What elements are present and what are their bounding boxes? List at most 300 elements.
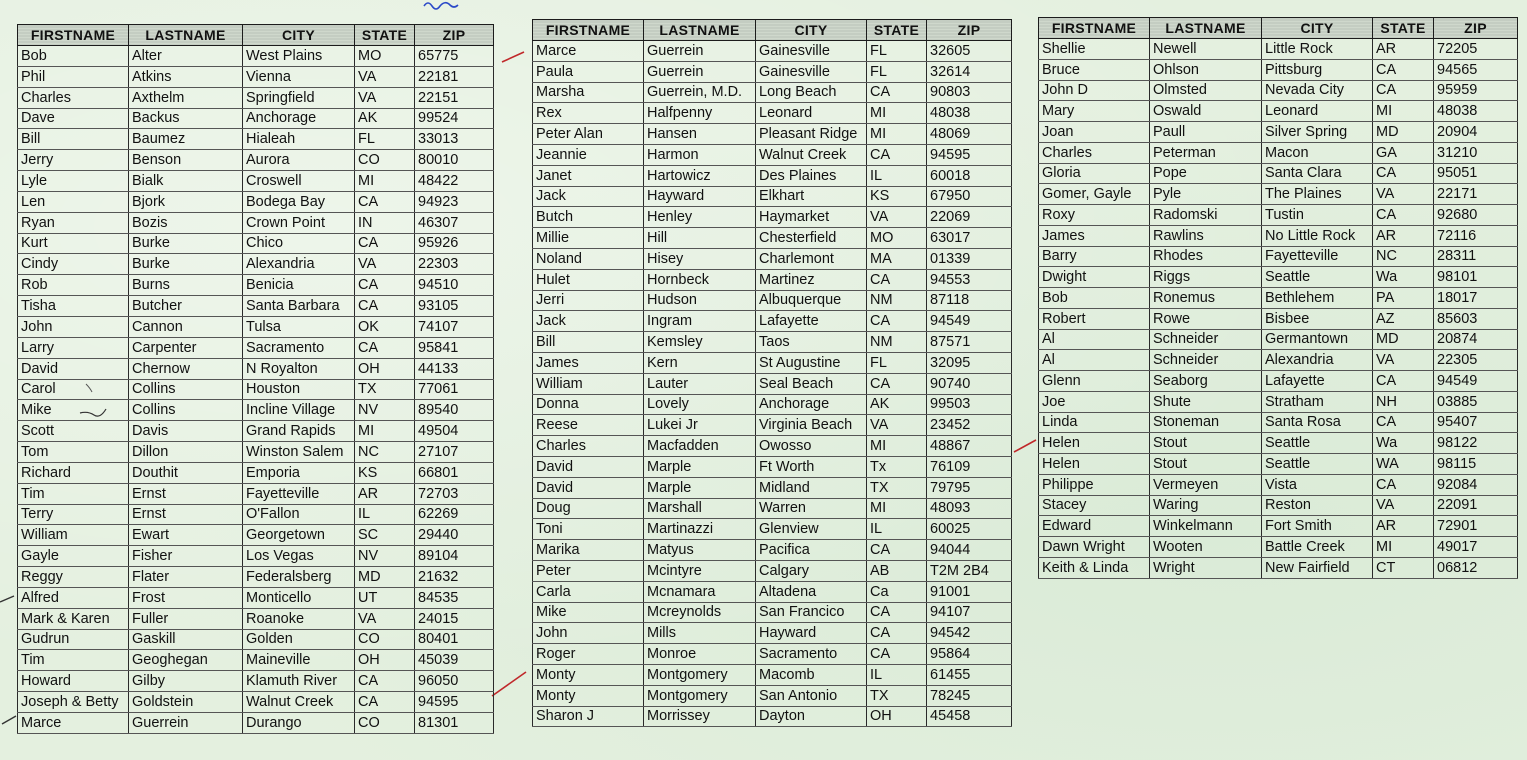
table-row (18, 546, 494, 567)
firstname-cell: Butch (533, 207, 644, 228)
table-row (1039, 308, 1518, 329)
city-cell: Silver Spring (1262, 122, 1373, 143)
table-row (533, 352, 1012, 373)
firstname-cell: Alfred (18, 587, 129, 608)
lastname-cell: Bozis (129, 212, 243, 233)
table-row (18, 191, 494, 212)
zip-cell: 49504 (415, 421, 494, 442)
city-cell: Gainesville (756, 41, 867, 62)
table-row (1039, 557, 1518, 578)
state-cell: MD (1373, 329, 1434, 350)
state-cell: MA (867, 248, 927, 269)
zip-cell: 77061 (415, 379, 494, 400)
zip-cell: 06812 (1434, 557, 1518, 578)
city-cell: Seattle (1262, 454, 1373, 475)
city-cell: Gainesville (756, 61, 867, 82)
table-row (1039, 184, 1518, 205)
firstname-cell: David (533, 477, 644, 498)
firstname-cell: Bill (18, 129, 129, 150)
firstname-cell: Keith & Linda (1039, 557, 1150, 578)
state-cell: AR (1373, 225, 1434, 246)
state-cell: NM (867, 290, 927, 311)
zip-cell: 87118 (927, 290, 1012, 311)
zip-cell: 90740 (927, 373, 1012, 394)
firstname-cell: Reggy (18, 567, 129, 588)
state-cell: CO (355, 629, 415, 650)
table-header-row (18, 25, 494, 46)
zip-cell: 29440 (415, 525, 494, 546)
lastname-cell: Guerrein (644, 41, 756, 62)
state-cell: UT (355, 587, 415, 608)
firstname-cell: Mark & Karen (18, 608, 129, 629)
zip-cell: 46307 (415, 212, 494, 233)
lastname-cell: Burns (129, 275, 243, 296)
table-row (1039, 142, 1518, 163)
state-cell: IL (355, 504, 415, 525)
zip-cell: 24015 (415, 608, 494, 629)
state-cell: OH (867, 706, 927, 727)
city-cell: Sacramento (243, 337, 355, 358)
table-row (533, 269, 1012, 290)
lastname-cell: Marshall (644, 498, 756, 519)
header-state: STATE (355, 25, 415, 46)
firstname-cell: Reese (533, 415, 644, 436)
lastname-cell: Montgomery (644, 685, 756, 706)
table-row (18, 442, 494, 463)
lastname-cell: Frost (129, 587, 243, 608)
lastname-cell: Marple (644, 477, 756, 498)
state-cell: CA (867, 82, 927, 103)
state-cell: VA (355, 87, 415, 108)
city-cell: Leonard (1262, 101, 1373, 122)
firstname-cell: Mike (18, 400, 129, 421)
lastname-cell: Pyle (1150, 184, 1262, 205)
zip-cell: 91001 (927, 581, 1012, 602)
city-cell: Durango (243, 713, 355, 734)
state-cell: MI (867, 124, 927, 145)
lastname-cell: Radomski (1150, 205, 1262, 226)
table-row (18, 46, 494, 67)
state-cell: MI (355, 171, 415, 192)
zip-cell: 94107 (927, 602, 1012, 623)
zip-cell: 94549 (1434, 371, 1518, 392)
lastname-cell: Chernow (129, 358, 243, 379)
zip-cell: 94565 (1434, 59, 1518, 80)
lastname-cell: Fisher (129, 546, 243, 567)
lastname-cell: Geoghegan (129, 650, 243, 671)
city-cell: Alexandria (243, 254, 355, 275)
firstname-cell: Jeannie (533, 144, 644, 165)
city-cell: Anchorage (756, 394, 867, 415)
firstname-cell: Gudrun (18, 629, 129, 650)
lastname-cell: Cannon (129, 316, 243, 337)
state-cell: PA (1373, 288, 1434, 309)
city-cell: Emporia (243, 462, 355, 483)
city-cell: Seattle (1262, 267, 1373, 288)
state-cell: CA (867, 540, 927, 561)
lastname-cell: Ernst (129, 504, 243, 525)
firstname-cell: Jerri (533, 290, 644, 311)
firstname-cell: Marika (533, 540, 644, 561)
city-cell: Walnut Creek (756, 144, 867, 165)
state-cell: SC (355, 525, 415, 546)
lastname-cell: Rawlins (1150, 225, 1262, 246)
firstname-cell: Stacey (1039, 495, 1150, 516)
zip-cell: 61455 (927, 664, 1012, 685)
state-cell: WA (1373, 454, 1434, 475)
state-cell: MD (355, 567, 415, 588)
firstname-cell: Hulet (533, 269, 644, 290)
firstname-cell: Barry (1039, 246, 1150, 267)
table-row (1039, 80, 1518, 101)
table-row (533, 290, 1012, 311)
table-row (533, 103, 1012, 124)
city-cell: No Little Rock (1262, 225, 1373, 246)
state-cell: VA (1373, 495, 1434, 516)
lastname-cell: Hill (644, 228, 756, 249)
table-row (533, 644, 1012, 665)
lastname-cell: Lukei Jr (644, 415, 756, 436)
state-cell: NH (1373, 391, 1434, 412)
firstname-cell: Monty (533, 664, 644, 685)
table-row (18, 212, 494, 233)
lastname-cell: Monroe (644, 644, 756, 665)
table-row (533, 602, 1012, 623)
zip-cell: 76109 (927, 456, 1012, 477)
table-row (18, 421, 494, 442)
city-cell: Macon (1262, 142, 1373, 163)
lastname-cell: Guerrein (129, 713, 243, 734)
state-cell: AR (355, 483, 415, 504)
firstname-cell: Jack (533, 186, 644, 207)
lastname-cell: Matyus (644, 540, 756, 561)
zip-cell: 94553 (927, 269, 1012, 290)
city-cell: Aurora (243, 150, 355, 171)
city-cell: Seal Beach (756, 373, 867, 394)
firstname-cell: Millie (533, 228, 644, 249)
city-cell: Santa Barbara (243, 296, 355, 317)
state-cell: Wa (1373, 267, 1434, 288)
firstname-cell: Ryan (18, 212, 129, 233)
state-cell: NV (355, 400, 415, 421)
table-row (1039, 101, 1518, 122)
lastname-cell: Kern (644, 352, 756, 373)
city-cell: New Fairfield (1262, 557, 1373, 578)
state-cell: KS (355, 462, 415, 483)
firstname-cell: Monty (533, 685, 644, 706)
firstname-cell: Marsha (533, 82, 644, 103)
zip-cell: 49017 (1434, 537, 1518, 558)
firstname-cell: Peter Alan (533, 124, 644, 145)
zip-cell: 72205 (1434, 39, 1518, 60)
state-cell: MI (1373, 101, 1434, 122)
firstname-cell: Charles (18, 87, 129, 108)
state-cell: CA (867, 644, 927, 665)
firstname-cell: Noland (533, 248, 644, 269)
city-cell: Incline Village (243, 400, 355, 421)
table-row (18, 462, 494, 483)
table-row (18, 379, 494, 400)
city-cell: The Plaines (1262, 184, 1373, 205)
zip-cell: 60025 (927, 519, 1012, 540)
firstname-cell: Donna (533, 394, 644, 415)
table-row (533, 82, 1012, 103)
lastname-cell: Schneider (1150, 350, 1262, 371)
city-cell: Vista (1262, 474, 1373, 495)
firstname-cell: Kurt (18, 233, 129, 254)
state-cell: AK (355, 108, 415, 129)
table-header-row (1039, 18, 1518, 39)
zip-cell: 95841 (415, 337, 494, 358)
city-cell: Federalsberg (243, 567, 355, 588)
state-cell: CA (1373, 371, 1434, 392)
lastname-cell: Ohlson (1150, 59, 1262, 80)
zip-cell: 92084 (1434, 474, 1518, 495)
header-zip: ZIP (927, 20, 1012, 41)
city-cell: Lafayette (1262, 371, 1373, 392)
zip-cell: 32605 (927, 41, 1012, 62)
firstname-cell: Robert (1039, 308, 1150, 329)
state-cell: TX (867, 477, 927, 498)
state-cell: CA (355, 337, 415, 358)
lastname-cell: Backus (129, 108, 243, 129)
table-row (1039, 39, 1518, 60)
zip-cell: 31210 (1434, 142, 1518, 163)
zip-cell: 94595 (415, 692, 494, 713)
city-cell: Little Rock (1262, 39, 1373, 60)
firstname-cell: Tim (18, 483, 129, 504)
city-cell: Georgetown (243, 525, 355, 546)
lastname-cell: Collins (129, 400, 243, 421)
header-state: STATE (867, 20, 927, 41)
table-row (18, 567, 494, 588)
lastname-cell: Mcreynolds (644, 602, 756, 623)
header-lastname: LASTNAME (644, 20, 756, 41)
lastname-cell: Hisey (644, 248, 756, 269)
state-cell: FL (867, 41, 927, 62)
firstname-cell: Toni (533, 519, 644, 540)
city-cell: Calgary (756, 560, 867, 581)
lastname-cell: Morrissey (644, 706, 756, 727)
state-cell: OK (355, 316, 415, 337)
firstname-cell: Marce (18, 713, 129, 734)
zip-cell: 45039 (415, 650, 494, 671)
table-row (533, 144, 1012, 165)
state-cell: VA (355, 254, 415, 275)
state-cell: CT (1373, 557, 1434, 578)
firstname-cell: Dawn Wright (1039, 537, 1150, 558)
city-cell: Santa Clara (1262, 163, 1373, 184)
city-cell: Hayward (756, 623, 867, 644)
lastname-cell: Martinazzi (644, 519, 756, 540)
zip-cell: 80010 (415, 150, 494, 171)
table-row (533, 186, 1012, 207)
city-cell: Winston Salem (243, 442, 355, 463)
table-row (1039, 516, 1518, 537)
firstname-cell: Philippe (1039, 474, 1150, 495)
lastname-cell: Stoneman (1150, 412, 1262, 433)
zip-cell: 93105 (415, 296, 494, 317)
state-cell: AZ (1373, 308, 1434, 329)
zip-cell: 89104 (415, 546, 494, 567)
state-cell: NC (1373, 246, 1434, 267)
city-cell: Glenview (756, 519, 867, 540)
lastname-cell: Vermeyen (1150, 474, 1262, 495)
header-firstname: FIRSTNAME (1039, 18, 1150, 39)
zip-cell: 48038 (927, 103, 1012, 124)
zip-cell: 98122 (1434, 433, 1518, 454)
zip-cell: 22181 (415, 66, 494, 87)
firstname-cell: Paula (533, 61, 644, 82)
zip-cell: 81301 (415, 713, 494, 734)
state-cell: CA (867, 269, 927, 290)
lastname-cell: Harmon (644, 144, 756, 165)
table-row (1039, 246, 1518, 267)
zip-cell: 72703 (415, 483, 494, 504)
table-row (18, 87, 494, 108)
city-cell: Crown Point (243, 212, 355, 233)
lastname-cell: Mills (644, 623, 756, 644)
lastname-cell: Macfadden (644, 436, 756, 457)
lastname-cell: Kemsley (644, 332, 756, 353)
firstname-cell: Richard (18, 462, 129, 483)
table-row (18, 650, 494, 671)
lastname-cell: Baumez (129, 129, 243, 150)
zip-cell: T2M 2B4 (927, 560, 1012, 581)
zip-cell: 21632 (415, 567, 494, 588)
city-cell: Albuquerque (756, 290, 867, 311)
firstname-cell: Tim (18, 650, 129, 671)
firstname-cell: David (18, 358, 129, 379)
state-cell: AB (867, 560, 927, 581)
firstname-cell: Joseph & Betty (18, 692, 129, 713)
city-cell: Macomb (756, 664, 867, 685)
zip-cell: 95959 (1434, 80, 1518, 101)
firstname-cell: Peter (533, 560, 644, 581)
state-cell: NM (867, 332, 927, 353)
city-cell: Haymarket (756, 207, 867, 228)
zip-cell: 66801 (415, 462, 494, 483)
lastname-cell: Mcintyre (644, 560, 756, 581)
lastname-cell: Hornbeck (644, 269, 756, 290)
table-row (533, 41, 1012, 62)
zip-cell: 20904 (1434, 122, 1518, 143)
table-row (1039, 433, 1518, 454)
roster-table-1 (17, 24, 494, 734)
firstname-cell: Dave (18, 108, 129, 129)
roster-table-3 (1038, 17, 1518, 579)
table-row (1039, 391, 1518, 412)
lastname-cell: Olmsted (1150, 80, 1262, 101)
table-row (1039, 537, 1518, 558)
city-cell: Dayton (756, 706, 867, 727)
zip-cell: 20874 (1434, 329, 1518, 350)
zip-cell: 22303 (415, 254, 494, 275)
state-cell: AR (1373, 39, 1434, 60)
zip-cell: 84535 (415, 587, 494, 608)
lastname-cell: Newell (1150, 39, 1262, 60)
zip-cell: 87571 (927, 332, 1012, 353)
firstname-cell: Helen (1039, 454, 1150, 475)
lastname-cell: Paull (1150, 122, 1262, 143)
zip-cell: 95926 (415, 233, 494, 254)
lastname-cell: Burke (129, 254, 243, 275)
lastname-cell: Wooten (1150, 537, 1262, 558)
lastname-cell: Marple (644, 456, 756, 477)
lastname-cell: Henley (644, 207, 756, 228)
lastname-cell: Alter (129, 46, 243, 67)
city-cell: Ft Worth (756, 456, 867, 477)
city-cell: West Plains (243, 46, 355, 67)
state-cell: CA (1373, 80, 1434, 101)
lastname-cell: Halfpenny (644, 103, 756, 124)
city-cell: Anchorage (243, 108, 355, 129)
state-cell: TX (355, 379, 415, 400)
lastname-cell: Burke (129, 233, 243, 254)
zip-cell: 89540 (415, 400, 494, 421)
table-row (533, 394, 1012, 415)
state-cell: CA (1373, 205, 1434, 226)
zip-cell: 67950 (927, 186, 1012, 207)
state-cell: VA (1373, 350, 1434, 371)
zip-cell: 22151 (415, 87, 494, 108)
lastname-cell: Ernst (129, 483, 243, 504)
table-row (1039, 495, 1518, 516)
zip-cell: 94549 (927, 311, 1012, 332)
lastname-cell: Shute (1150, 391, 1262, 412)
zip-cell: 94510 (415, 275, 494, 296)
state-cell: FL (867, 352, 927, 373)
zip-cell: 44133 (415, 358, 494, 379)
state-cell: VA (867, 415, 927, 436)
table-row (18, 504, 494, 525)
table-row (1039, 163, 1518, 184)
firstname-cell: Al (1039, 329, 1150, 350)
state-cell: OH (355, 358, 415, 379)
zip-cell: 99503 (927, 394, 1012, 415)
header-zip: ZIP (1434, 18, 1518, 39)
state-cell: CA (867, 144, 927, 165)
city-cell: Springfield (243, 87, 355, 108)
firstname-cell: Charles (1039, 142, 1150, 163)
table-row (1039, 454, 1518, 475)
firstname-cell: Joan (1039, 122, 1150, 143)
city-cell: Warren (756, 498, 867, 519)
firstname-cell: David (533, 456, 644, 477)
state-cell: CA (1373, 59, 1434, 80)
lastname-cell: Oswald (1150, 101, 1262, 122)
zip-cell: 48093 (927, 498, 1012, 519)
city-cell: St Augustine (756, 352, 867, 373)
zip-cell: 65775 (415, 46, 494, 67)
firstname-cell: Scott (18, 421, 129, 442)
table-row (533, 228, 1012, 249)
table-row (533, 477, 1012, 498)
firstname-cell: Edward (1039, 516, 1150, 537)
state-cell: Ca (867, 581, 927, 602)
city-cell: Pleasant Ridge (756, 124, 867, 145)
city-cell: Grand Rapids (243, 421, 355, 442)
zip-cell: 18017 (1434, 288, 1518, 309)
firstname-cell: Sharon J (533, 706, 644, 727)
firstname-cell: Doug (533, 498, 644, 519)
firstname-cell: Phil (18, 66, 129, 87)
table-row (18, 525, 494, 546)
zip-cell: 96050 (415, 671, 494, 692)
city-cell: Houston (243, 379, 355, 400)
zip-cell: 45458 (927, 706, 1012, 727)
table-row (18, 692, 494, 713)
